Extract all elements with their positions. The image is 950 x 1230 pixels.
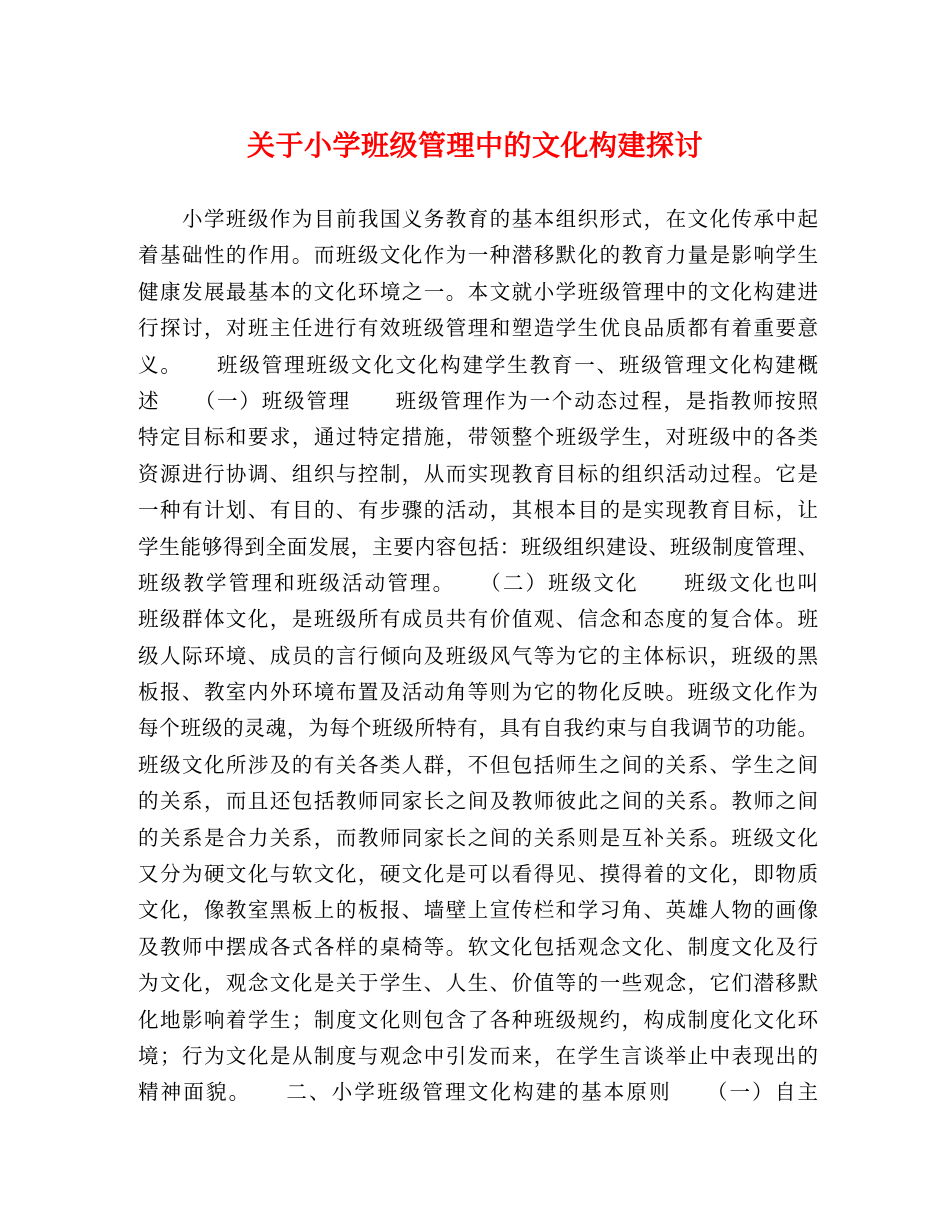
page-title: 关于小学班级管理中的文化构建探讨 xyxy=(246,129,703,162)
body-text-line: 健康发展最基本的文化环境之一。本文就小学班级管理中的文化构建进 xyxy=(138,279,818,304)
body-text-line: 班级群体文化，是班级所有成员共有价值观、信念和态度的复合体。班 xyxy=(138,607,818,632)
body-text-line: 的关系是合力关系，而教师同家长之间的关系则是互补关系。班级文化 xyxy=(138,825,818,850)
body-text-line: 学生能够得到全面发展，主要内容包括：班级组织建设、班级制度管理、 xyxy=(138,534,818,559)
body-text-line: 述 （一）班级管理 班级管理作为一个动态过程，是指教师按照 xyxy=(138,388,818,413)
body-text-line: 级人际环境、成员的言行倾向及班级风气等为它的主体标识，班级的黑 xyxy=(138,643,818,668)
body-text-line: 每个班级的灵魂，为每个班级所特有，具有自我约束与自我调节的功能。 xyxy=(138,716,818,741)
body-text-line: 资源进行协调、组织与控制，从而实现教育目标的组织活动过程。它是 xyxy=(138,461,818,486)
body-text-line: 小学班级作为目前我国义务教育的基本组织形式，在文化传承中起 xyxy=(138,207,818,231)
body-text-line: 特定目标和要求，通过特定措施，带领整个班级学生，对班级中的各类 xyxy=(138,425,818,450)
body-text-line: 化地影响着学生；制度文化则包含了各种班级规约，构成制度化文化环 xyxy=(138,1007,818,1032)
body-text-line: 义。 班级管理班级文化文化构建学生教育一、班级管理文化构建概 xyxy=(138,352,818,377)
body-text-line: 班级文化所涉及的有关各类人群，不但包括师生之间的关系、学生之间 xyxy=(138,752,818,777)
body-text-line: 又分为硬文化与软文化，硬文化是可以看得见、摸得着的文化，即物质 xyxy=(138,862,818,887)
article-body xyxy=(138,201,818,1111)
body-text-line: 行探讨，对班主任进行有效班级管理和塑造学生优良品质都有着重要意 xyxy=(138,316,818,341)
body-text-line: 及教师中摆成各式各样的桌椅等。软文化包括观念文化、制度文化及行 xyxy=(138,934,818,959)
body-text-line: 的关系，而且还包括教师同家长之间及教师彼此之间的关系。教师之间 xyxy=(138,789,818,814)
body-text-line: 一种有计划、有目的、有步骤的活动，其根本目的是实现教育目标，让 xyxy=(138,498,818,523)
body-text-line: 为文化，观念文化是关于学生、人生、价值等的一些观念，它们潜移默 xyxy=(138,971,818,996)
body-text-line: 着基础性的作用。而班级文化作为一种潜移默化的教育力量是影响学生 xyxy=(138,243,818,268)
body-text-line: 境；行为文化是从制度与观念中引发而来，在学生言谈举止中表现出的 xyxy=(138,1043,818,1068)
body-text-line: 班级教学管理和班级活动管理。 （二）班级文化 班级文化也叫 xyxy=(138,570,818,595)
body-text-line: 板报、教室内外环境布置及活动角等则为它的物化反映。班级文化作为 xyxy=(138,680,818,705)
body-text-line: 精神面貌。 二、小学班级管理文化构建的基本原则 （一）自主 xyxy=(138,1080,818,1105)
body-text-line: 文化，像教室黑板上的板报、墙壁上宣传栏和学习角、英雄人物的画像 xyxy=(138,898,818,923)
